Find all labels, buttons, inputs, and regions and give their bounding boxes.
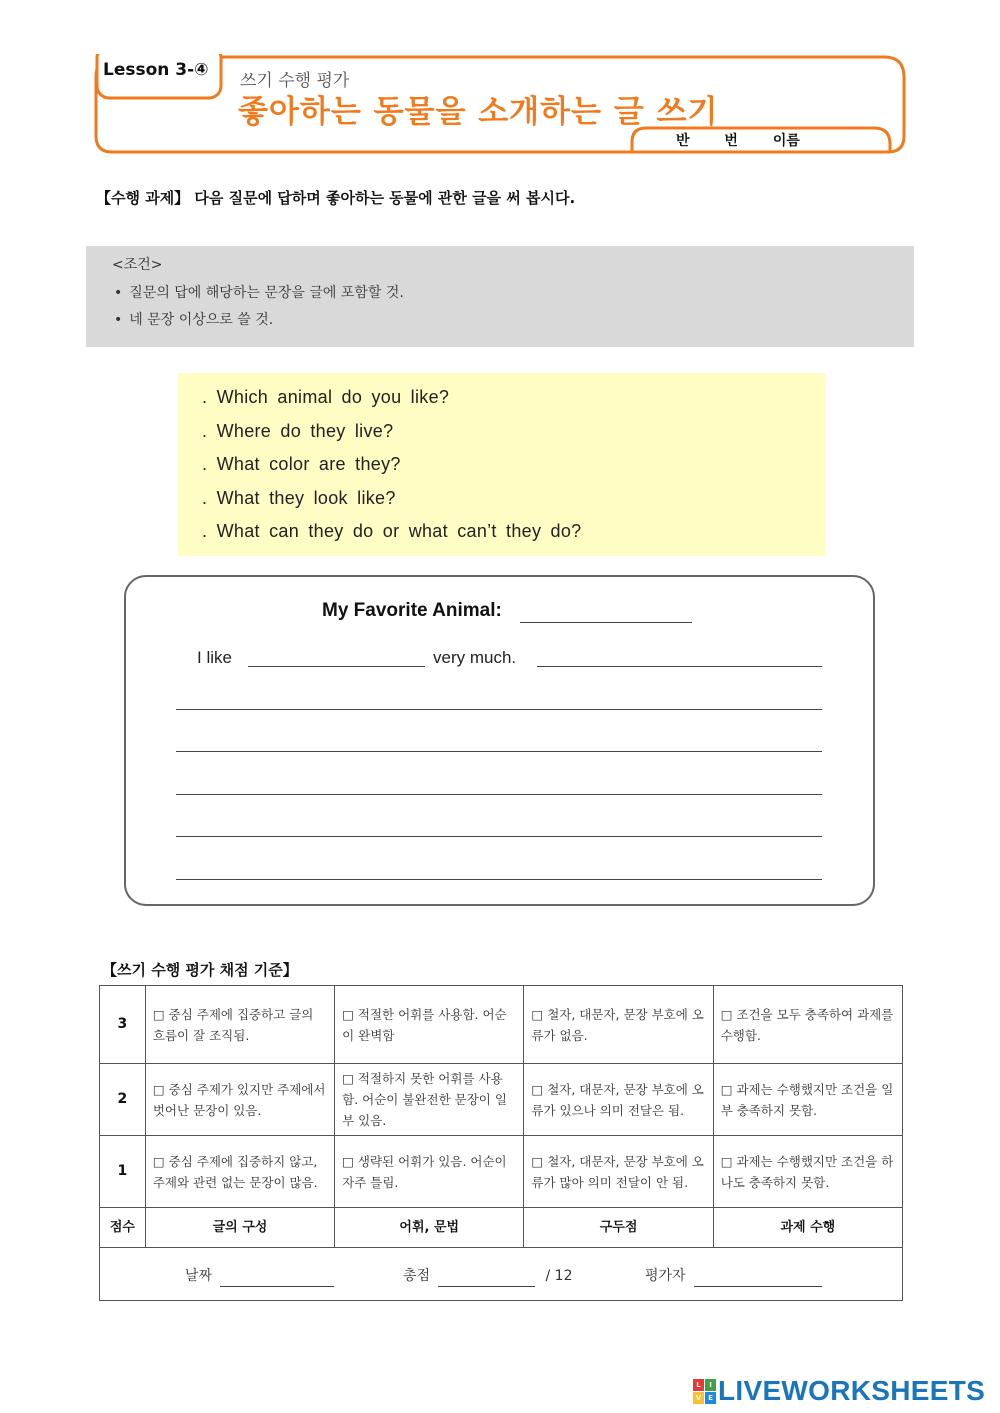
criteria-cell: □ 과제는 수행했지만 조건을 일부 충족하지 못함.	[713, 1064, 902, 1136]
writing-line[interactable]	[176, 836, 822, 837]
criteria-cell: □ 적절하지 못한 어휘를 사용함. 어순이 불완전한 문장이 일부 있음.	[335, 1064, 524, 1136]
date-label: 날짜	[185, 1268, 213, 1284]
worksheet-subtitle: 쓰기 수행 평가	[240, 71, 350, 91]
liked-animal-blank[interactable]	[248, 666, 425, 667]
score-cell: 2	[100, 1064, 146, 1136]
criteria-cell: □ 철자, 대문자, 문장 부호에 오류가 많아 의미 전달이 안 됨.	[524, 1136, 713, 1208]
rubric-footer-row	[100, 1248, 903, 1301]
header-vocabulary-grammar: 어휘, 문법	[335, 1208, 524, 1248]
score-cell: 1	[100, 1136, 146, 1208]
criteria-cell: □ 적절한 어휘를 사용함. 어순이 완벽함	[335, 986, 524, 1064]
liveworksheets-logo-icon: L I V E	[693, 1379, 715, 1403]
name-field-label: 이름	[772, 133, 800, 149]
criteria-cell: □ 철자, 대문자, 문장 부호에 오류가 없음.	[524, 986, 713, 1064]
header-organization: 글의 구성	[145, 1208, 334, 1248]
total-label: 총점	[403, 1268, 431, 1284]
class-field-label: 반	[676, 133, 690, 149]
task-instruction: 【수행 과제】 다음 질문에 답하며 좋아하는 동물에 관한 글을 써 봅시다.	[96, 189, 576, 207]
condition-item: • 네 문장 이상으로 쓸 것.	[112, 309, 914, 329]
guide-question: . What they look like?	[202, 487, 396, 508]
worksheet-title: 좋아하는 동물을 소개하는 글 쓰기	[238, 94, 719, 130]
writing-line[interactable]	[176, 879, 822, 880]
score-cell: 3	[100, 986, 146, 1064]
table-row	[100, 1064, 903, 1136]
header-score: 점수	[100, 1208, 146, 1248]
criteria-cell: □ 중심 주제에 집중하지 않고, 주제와 관련 없는 문장이 많음.	[145, 1136, 334, 1208]
criteria-cell: □ 생략된 어휘가 있음. 어순이 자주 틀림.	[335, 1136, 524, 1208]
table-row	[100, 986, 903, 1064]
criteria-cell: □ 중심 주제가 있지만 주제에서 벗어난 문장이 있음.	[145, 1064, 334, 1136]
rubric-table	[99, 985, 903, 1301]
writing-blank-line[interactable]	[537, 666, 822, 667]
guide-questions-box	[178, 373, 825, 556]
rubric-title: 【쓰기 수행 평가 채점 기준】	[102, 961, 298, 979]
date-field	[185, 1266, 334, 1287]
number-field-label: 번	[724, 133, 738, 149]
total-max: / 12	[545, 1268, 573, 1284]
criteria-cell: □ 조건을 모두 충족하여 과제를 수행함.	[713, 986, 902, 1064]
logo-text: LIVEWORKSHEETS	[718, 1375, 986, 1406]
writing-starter-text: I like	[197, 648, 232, 667]
guide-question: . Where do they live?	[202, 420, 394, 441]
animal-name-blank[interactable]	[520, 622, 692, 623]
writing-box	[124, 575, 875, 906]
guide-question: . What color are they?	[202, 454, 401, 474]
writing-starter-text-end: very much.	[433, 648, 517, 667]
table-row	[100, 1136, 903, 1208]
guide-question: . Which animal do you like?	[202, 387, 450, 407]
writing-line[interactable]	[176, 751, 822, 752]
total-blank[interactable]	[438, 1273, 535, 1287]
header-task-completion: 과제 수행	[713, 1208, 902, 1248]
header-punctuation: 구두점	[524, 1208, 713, 1248]
rubric-header-row	[100, 1208, 903, 1248]
liveworksheets-logo	[693, 1375, 985, 1407]
criteria-cell: □ 과제는 수행했지만 조건을 하나도 충족하지 못함.	[713, 1136, 902, 1208]
evaluator-blank[interactable]	[694, 1273, 822, 1287]
conditions-box	[86, 246, 914, 347]
conditions-title: <조건>	[112, 257, 163, 273]
criteria-cell: □ 중심 주제에 집중하고 글의 흐름이 잘 조직됨.	[145, 986, 334, 1064]
guide-question: . What can they do or what can’t they do?	[202, 521, 582, 541]
evaluation-footer	[100, 1248, 903, 1301]
evaluator-label: 평가자	[645, 1268, 686, 1284]
student-info-fields	[676, 130, 830, 150]
writing-line[interactable]	[176, 709, 822, 710]
total-field	[403, 1266, 573, 1287]
writing-line[interactable]	[176, 794, 822, 795]
criteria-cell: □ 철자, 대문자, 문장 부호에 오류가 있으나 의미 전달은 됨.	[524, 1064, 713, 1136]
writing-title: My Favorite Animal:	[322, 600, 502, 621]
condition-item: • 질문의 답에 해당하는 문장을 글에 포함할 것.	[112, 282, 914, 302]
lesson-label: Lesson 3-④	[103, 60, 209, 80]
evaluator-field	[645, 1266, 822, 1287]
date-blank[interactable]	[220, 1273, 334, 1287]
